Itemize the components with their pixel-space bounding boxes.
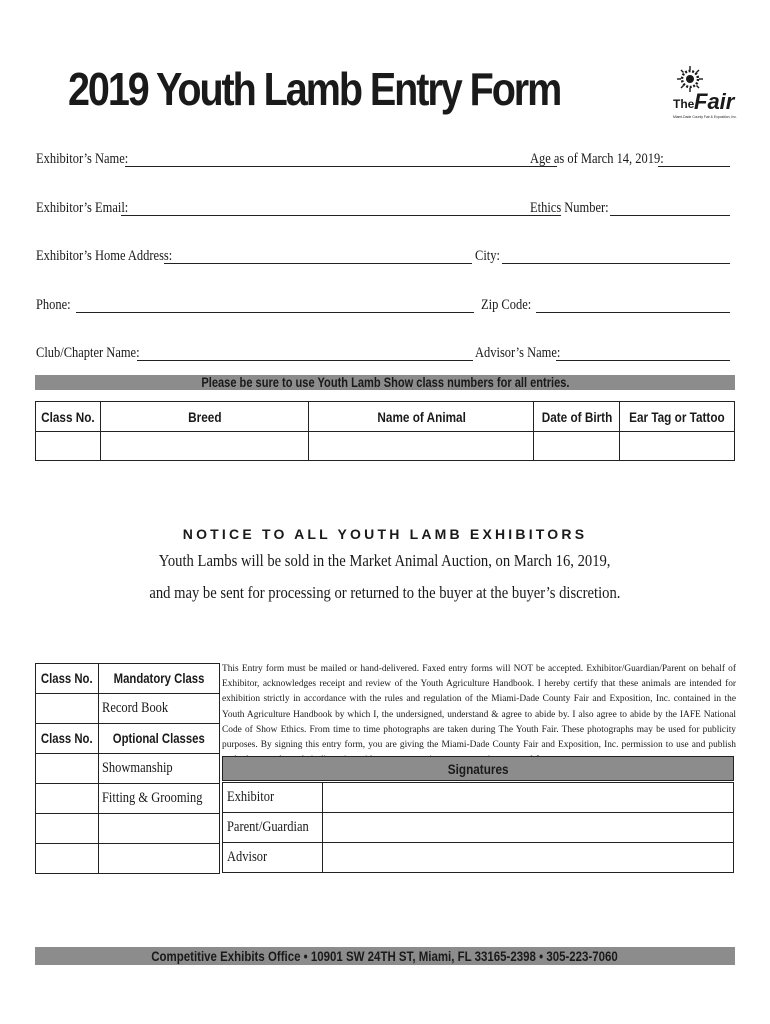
class-no-cell[interactable] [36,432,101,461]
age-field[interactable] [658,166,730,167]
signatures-table [222,782,734,873]
date-of-birth-cell[interactable] [534,432,620,461]
notice-heading: NOTICE TO ALL YOUTH LAMB EXHIBITORS [182,526,588,542]
advisor-label: Advisor’s Name: [475,345,561,361]
ethics-field[interactable] [610,215,730,216]
address-field[interactable] [164,263,472,264]
zip-label: Zip Code: [481,297,532,313]
city-label: City: [475,248,500,264]
animal-name-cell[interactable] [309,432,534,461]
row-phone [36,294,730,316]
class-no-cell[interactable] [36,814,99,844]
entry-table-header [36,402,735,432]
row-email [36,197,730,219]
age-label: Age as of March 14, 2019: [530,151,664,167]
footer-text: Competitive Exhibits Office • 10901 SW 24TH ST, Miami, FL 33165-2398 • 305-223-7060 [151,948,619,964]
exhibitor-signature-field[interactable] [323,783,734,813]
legal-text: This Entry form must be mailed or hand-delivered. Faxed entry forms will NOT be accepted. Exhibitor/Guardian/Parent on behalf of Exhibitor, acknowledges receipt and review of the Youth Agriculture Handbook. I hereby certify that these animals are intended for exhibition strictly in accordance with the rules and regulation of the Miami-Dade County Fair and Exposition, Inc. contained in the Youth Agriculture Handbook by which I, the undersigned, understand & agree to abide by. I also agree to abide by the IAFE National Code of Show Ethics. From time to time photographs are taken during The Youth Fair. These photographs may be used for publicity purposes. By signing this entry form, you are giving the Miami-Dade County Fair and Exposition, Inc. permission to use and publish [222,664,736,751]
email-field[interactable] [121,215,561,216]
row-address [36,245,730,267]
zip-field[interactable] [536,312,730,313]
club-label: Club/Chapter Name: [36,345,140,361]
phone-label: Phone: [36,297,71,313]
mandatory-class-header: Mandatory Class [98,664,219,694]
col-ear-tag: Ear Tag or Tattoo [620,402,735,432]
logo-fair: Fair [694,89,735,114]
table-row [223,843,734,873]
class-no-cell[interactable] [36,784,99,814]
breed-cell[interactable] [100,432,309,461]
table-row [223,813,734,843]
class-no-cell[interactable] [36,844,99,874]
form-title: 2019 Youth Lamb Entry Form [68,63,561,115]
club-field[interactable] [137,360,473,361]
fitting-grooming-cell: Fitting & Grooming [98,784,219,814]
row-club [36,342,730,364]
exhibitor-signature-label: Exhibitor [223,783,323,813]
optional-classes-header: Optional Classes [98,724,219,754]
row-name [36,148,730,170]
showmanship-cell: Showmanship [98,754,219,784]
advisor-signature-label: Advisor [223,843,323,873]
class-note-bar [35,375,735,390]
table-row [36,694,220,724]
col-animal-name: Name of Animal [309,402,534,432]
guardian-signature-field[interactable] [323,813,734,843]
class-note-text: Please be sure to use Youth Lamb Show class numbers for all entries. [200,375,570,390]
record-book-cell: Record Book [98,694,219,724]
mandatory-header-row [36,664,220,694]
optional-header-row [36,724,220,754]
fair-logo [670,66,740,124]
email-label: Exhibitor’s Email: [36,200,129,216]
class-no-header: Class No. [36,724,99,754]
col-date-of-birth: Date of Birth [534,402,620,432]
table-row [36,754,220,784]
city-field[interactable] [502,263,730,264]
footer-bar [35,947,735,965]
logo-the: The [673,97,695,111]
notice-line-1: Youth Lambs will be sold in the Market Animal Auction, on March 16, 2019, [159,551,611,570]
class-table [35,663,220,874]
phone-field[interactable] [76,312,474,313]
optional-class-cell[interactable] [98,814,219,844]
notice-line-2: and may be sent for processing or returned to the buyer at the buyer’s discretion. [149,583,621,602]
class-no-cell[interactable] [36,754,99,784]
table-row [36,784,220,814]
advisor-signature-field[interactable] [323,843,734,873]
advisor-field[interactable] [556,360,730,361]
class-no-header: Class No. [36,664,99,694]
ear-tag-cell[interactable] [620,432,735,461]
table-row [223,783,734,813]
col-breed: Breed [100,402,309,432]
signatures-header: Signatures [222,756,734,781]
guardian-signature-label: Parent/Guardian [223,813,323,843]
table-row [36,844,220,874]
col-class-no: Class No. [36,402,101,432]
exhibitor-name-field[interactable] [125,166,557,167]
table-row [36,814,220,844]
class-no-cell[interactable] [36,694,99,724]
address-label: Exhibitor’s Home Address: [36,248,173,264]
exhibitor-name-label: Exhibitor’s Name: [36,151,129,167]
table-row [36,432,735,461]
ethics-label: Ethics Number: [530,200,609,216]
optional-class-cell[interactable] [98,844,219,874]
entry-table [35,401,735,461]
logo-tagline: Miami-Dade County Fair & Exposition, Inc. [673,115,737,119]
